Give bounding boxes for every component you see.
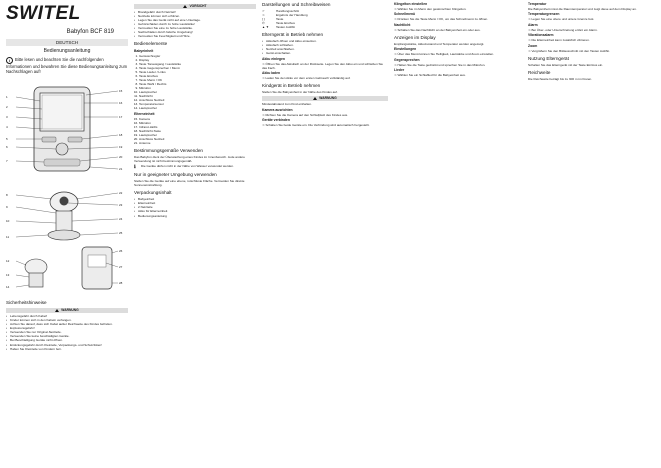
list-item: • Vermeiden Sie eine zu hohe Lautstärke. xyxy=(138,26,256,30)
symbol-glyph: ▲ ▼ xyxy=(262,25,269,30)
list-item: 14. Lautsprecher xyxy=(139,106,256,110)
location-text: Stellen Sie die Geräte auf eine ebene, rutschfeste Fläche. Vermeiden Sie direkte Sonneneinstrahlung. xyxy=(134,179,245,188)
battery-heading: Akku einlegen xyxy=(262,56,285,61)
callout-number: 9 xyxy=(6,205,8,210)
warning-label: WARNUNG xyxy=(61,308,79,313)
caution-label: VORSICHT xyxy=(189,4,207,8)
section-heading: Klingelton einstellen xyxy=(394,2,428,6)
section-heading: Temperatur xyxy=(528,2,547,6)
section-heading: Temperaturgrenzen xyxy=(528,12,560,17)
column-5 xyxy=(528,2,656,466)
section-text: ⇒ Halten Sie die Taste gedrückt und sprechen Sie in das Mikrofon. xyxy=(394,63,522,67)
list-item: • Akkufach öffnen und Akku einsetzen. xyxy=(266,39,388,43)
section-heading: Alarm xyxy=(528,22,538,27)
steps-list xyxy=(262,39,388,55)
callout-number: 10 xyxy=(6,219,10,224)
section-text: ⇒ Wählen Sie ein Schlaflied für die Babyeinheit aus. xyxy=(394,73,522,77)
list-item: 2. Display xyxy=(139,58,256,62)
warning-icon xyxy=(183,5,187,8)
list-item: 1. Geräuschregler xyxy=(139,54,256,58)
list-item: • Explosionsgefahr! xyxy=(10,326,128,330)
warning-bar xyxy=(262,96,388,101)
callout-number: 19 xyxy=(119,145,123,150)
info-icon: i xyxy=(6,57,13,64)
section-heading: Lieder xyxy=(394,68,405,73)
column-3 xyxy=(262,2,388,466)
callout-number: 24 xyxy=(119,217,123,222)
section-text: ⇒ Legen Sie eine obere und untere Grenze fest. xyxy=(528,17,656,21)
list-item: 18. Nachtlicht-Taste xyxy=(139,129,256,133)
callout-number: 8 xyxy=(6,193,8,198)
callout-number: 21 xyxy=(119,167,123,172)
section-heading: Nachtlicht xyxy=(394,22,411,27)
callout-number: 12 xyxy=(6,259,10,264)
list-item: • Sachschäden durch falsche Umgebung! xyxy=(138,30,256,34)
symbol-glyph: ☞ xyxy=(262,9,265,13)
list-item: 21. Antenne xyxy=(139,141,256,145)
symbol-text: Ergebnis der Handlung xyxy=(276,13,308,18)
section-text: ⇒ Schalten Sie das Nachtlicht an der Babyeinheit ein oder aus. xyxy=(394,28,522,32)
operation-heading: Elterngerät in Betrieb nehmen xyxy=(262,32,324,38)
list-item: 11. Nachtlicht xyxy=(139,94,256,98)
section-heading: Reichweite xyxy=(528,69,551,75)
symbol-table xyxy=(262,9,388,29)
callout-number: 6 xyxy=(6,145,8,150)
safety-heading: Sicherheitshinweise xyxy=(6,300,47,306)
callout-number: 2 xyxy=(6,105,8,110)
display-heading: Darstellungen und Schreibweisen xyxy=(262,2,331,7)
symbol-glyph: ⏻ xyxy=(262,21,265,26)
note-text: Die Geräte dürfen nicht in der Nähe von Wasser verwendet werden. xyxy=(141,164,234,169)
pair-text: ⇒ Schalten Sie beide Geräte ein. Die Verbindung wird automatisch hergestellt. xyxy=(262,123,388,127)
list-item: • Erstickungsgefahr durch Kleinteile, Verpackungs- und Schutzfolien! xyxy=(10,343,128,347)
column-1 xyxy=(6,2,128,466)
list-item: • 2 Netzteile xyxy=(138,205,256,209)
parentunit-label: Elterneinheit xyxy=(134,111,155,116)
section-text: Die Babyeinheit misst die Raumtemperatur und zeigt diese auf dem Display an. xyxy=(528,6,637,11)
list-item: • Verwenden Sie keine beschädigten Geräte. xyxy=(10,334,128,338)
list-item: 20. Anschluss Netzteil xyxy=(139,137,256,141)
section-text: Empfangsstärke, Akkuzustand und Temperatur werden angezeigt. xyxy=(394,41,485,46)
charge-heading: Akku laden xyxy=(262,71,281,76)
list-item: • Elterneinheit xyxy=(138,201,256,205)
list-item: • Kinder können sich in den Kabeln verfangen. xyxy=(10,318,128,322)
section-heading: Nutzung Elterngerät xyxy=(528,55,569,61)
warning-icon xyxy=(55,309,59,312)
list-item: 4. Taste Gegensprechen / Menü xyxy=(139,66,256,70)
placement-heading: Kamera ausrichten xyxy=(262,107,293,112)
list-item: 10. Lautsprecher xyxy=(139,90,256,94)
list-item: • Gehörschäden durch zu hohe Lautstärke! xyxy=(138,22,256,26)
section-text: ⇒ Vergrößern Sie den Bildausschnitt mit den Tasten Auf/Ab. xyxy=(528,49,656,53)
section-heading: Anzeigen im Display xyxy=(394,34,436,40)
usage-heading: Bestimmungsgemäße Verwenden xyxy=(134,148,203,154)
caution-list xyxy=(134,10,256,38)
list-item: 15. Kamera xyxy=(139,117,256,121)
babyunit-label: Babyeinheit xyxy=(134,48,154,53)
symbol-text: Handlungsschritt xyxy=(276,9,300,13)
list-item: 9. Mikrofon xyxy=(139,86,256,90)
device-illustration xyxy=(6,77,128,297)
symbol-text: Taste Ein/Aus xyxy=(276,21,295,26)
list-item: 13. Temperatursensor xyxy=(139,102,256,106)
list-item: • Achten Sie darauf, dass sich Kabel außer Reichweite des Kindes befinden. xyxy=(10,322,128,326)
section-heading: Einstellungen xyxy=(394,47,417,52)
list-item: • Legen Sie das Gerät nicht auf eine Unterlage. xyxy=(138,18,256,22)
section-text: ⇒ Wählen Sie im Menü den gewünschten Klingelton. xyxy=(394,7,522,11)
list-item: 12. Anschluss Netzteil xyxy=(139,98,256,102)
list-item: 6. Taste Ein/Aus xyxy=(139,74,256,78)
warning-icon xyxy=(313,97,317,100)
symbol-row xyxy=(262,25,388,29)
section-heading: Schnellmenü xyxy=(394,12,416,17)
language-bar: DEUTSCH xyxy=(6,39,128,46)
callout-number: 4 xyxy=(6,125,8,130)
controls-heading: Bedienelemente xyxy=(134,41,168,47)
section-text: Schalten Sie das Elterngerät mit der Taste Ein/Aus ein. xyxy=(528,62,604,67)
callout-number: 5 xyxy=(6,137,8,142)
column-4 xyxy=(394,2,522,466)
device-drawing xyxy=(6,77,128,297)
list-item: • Netzteile können sich erhitzen. xyxy=(138,14,256,18)
list-item: • Vermeiden Sie Feuchtigkeit und Hitze. xyxy=(138,34,256,38)
callout-number: 11 xyxy=(6,235,10,240)
intro-text: Bitte lesen und beachten Sie die nachfolgenden Informationen und bewahren Sie diese Bedienungsanleitung zum Nachschlagen auf! xyxy=(6,57,128,75)
section-text: ⇒ Über das Menü können Sie Helligkeit, Lautstärke und Zoom einstellen. xyxy=(394,52,522,56)
warning-bar xyxy=(6,308,128,313)
callout-number: 16 xyxy=(119,101,123,106)
warning-label: WARNUNG xyxy=(319,96,337,101)
warning-text: Mindestabstand zum Kind einhalten. xyxy=(262,102,312,107)
callout-number: 13 xyxy=(6,273,10,278)
parentunit-list xyxy=(134,117,256,145)
list-item: 16. Mikrofon xyxy=(139,121,256,125)
babyunit-list xyxy=(134,54,256,111)
section-heading: Vibrationsalarm xyxy=(528,33,554,38)
callout-number: 26 xyxy=(119,249,123,254)
symbol-glyph: [ ] xyxy=(262,17,265,22)
list-item: • Verwenden Sie nur Original-Netzteile. xyxy=(10,330,128,334)
battery-text: ⇒ Öffnen Sie das Akkufach an der Rückseite. Legen Sie den Akku ein und schließen Sie das Fach. xyxy=(262,62,388,70)
note-icon: ℹ xyxy=(134,164,136,170)
safety-list xyxy=(6,314,128,350)
section-text: Die Reichweite beträgt bis zu 300 m im Freien. xyxy=(528,76,593,81)
callout-number: 14 xyxy=(6,285,10,290)
list-item: 19. Lautsprecher xyxy=(139,133,256,137)
caution-bar xyxy=(134,4,256,9)
charge-text: ⇒ Laden Sie den Akku vor dem ersten Gebrauch vollständig auf. xyxy=(262,76,388,80)
list-item: • Brandgefahr durch Netzteil! xyxy=(138,10,256,14)
section-heading: Gegensprechen xyxy=(394,57,420,62)
note-row xyxy=(134,164,256,169)
list-item: • Lebensgefahr durch Kabel! xyxy=(10,314,128,318)
callout-number: 28 xyxy=(119,281,123,286)
brand-logo: SWITEL xyxy=(6,3,81,24)
callout-number: 15 xyxy=(119,89,123,94)
callout-number: 7 xyxy=(6,159,8,164)
model-name: Babyfon BCF 819 xyxy=(66,29,114,35)
contents-list xyxy=(134,197,256,217)
list-item: 17. Infrarot-LEDs xyxy=(139,125,256,129)
list-item: 7. Taste Menü / OK xyxy=(139,78,256,82)
list-item: • Akkufach schließen. xyxy=(266,43,388,47)
list-item: • Akku für Elterneinheit xyxy=(138,209,256,213)
symbol-text: Tasten Auf/Ab xyxy=(276,25,296,30)
section-text: ⇒ Die Elterneinheit kann zusätzlich vibrieren. xyxy=(528,38,656,42)
list-item: • Babyeinheit xyxy=(138,197,256,201)
callout-number: 27 xyxy=(119,265,123,270)
symbol-text: Taste xyxy=(276,17,284,22)
list-item: • Netzteil anschließen. xyxy=(266,47,388,51)
callout-number: 18 xyxy=(119,133,123,138)
intro-paragraph xyxy=(6,57,128,74)
symbol-glyph: ⇒ xyxy=(262,13,265,18)
section-heading: Zoom xyxy=(528,43,538,48)
callout-number: 22 xyxy=(119,191,123,196)
section-text: ⇒ Bei Über- oder Unterschreitung ertönt ein Alarm. xyxy=(528,28,656,32)
list-item: 5. Taste Lieder / Links xyxy=(139,70,256,74)
list-item: 8. Taste Wahl / Rechts xyxy=(139,82,256,86)
list-item: 3. Taste Tonausgang / Lautstärke xyxy=(139,62,256,66)
startup-heading: Kindgerät in Betrieb nehmen xyxy=(262,83,321,89)
callout-number: 23 xyxy=(119,203,123,208)
list-item: • Halten Sie Kleinteile von Kindern fern. xyxy=(10,347,128,351)
callout-number: 3 xyxy=(6,115,8,120)
doc-title: Bedienungsanleitung xyxy=(43,48,91,54)
callout-number: 17 xyxy=(119,115,123,120)
pair-heading: Geräte verbinden xyxy=(262,118,290,123)
startup-text: Stellen Sie die Babyeinheit in der Nähe des Kindes auf. xyxy=(262,90,338,95)
callout-number: 20 xyxy=(119,155,123,160)
callout-number: 1 xyxy=(6,95,8,100)
column-2 xyxy=(134,2,256,466)
list-item: • Bei Beschädigung Geräte nicht öffnen. xyxy=(10,338,128,342)
usage-text: Das Babyfon dient der Überwachung eines Kindes im Innenbereich. Jede andere Verwendung ist nicht bestimmungsgemäß. xyxy=(134,155,245,164)
location-heading: Nur in geeigneter Umgebung verwenden xyxy=(134,172,217,178)
section-text: ⇒ Drücken Sie die Taste Menü / OK, um das Schnellmenü zu öffnen. xyxy=(394,17,522,21)
list-item: • Gerät einschalten. xyxy=(266,51,388,55)
contents-heading: Verpackungsinhalt xyxy=(134,190,172,196)
list-item: • Bedienungsanleitung xyxy=(138,214,256,218)
placement-text: ⇒ Richten Sie die Kamera auf den Schlafplatz des Kindes aus. xyxy=(262,113,388,117)
callout-number: 25 xyxy=(119,231,123,236)
